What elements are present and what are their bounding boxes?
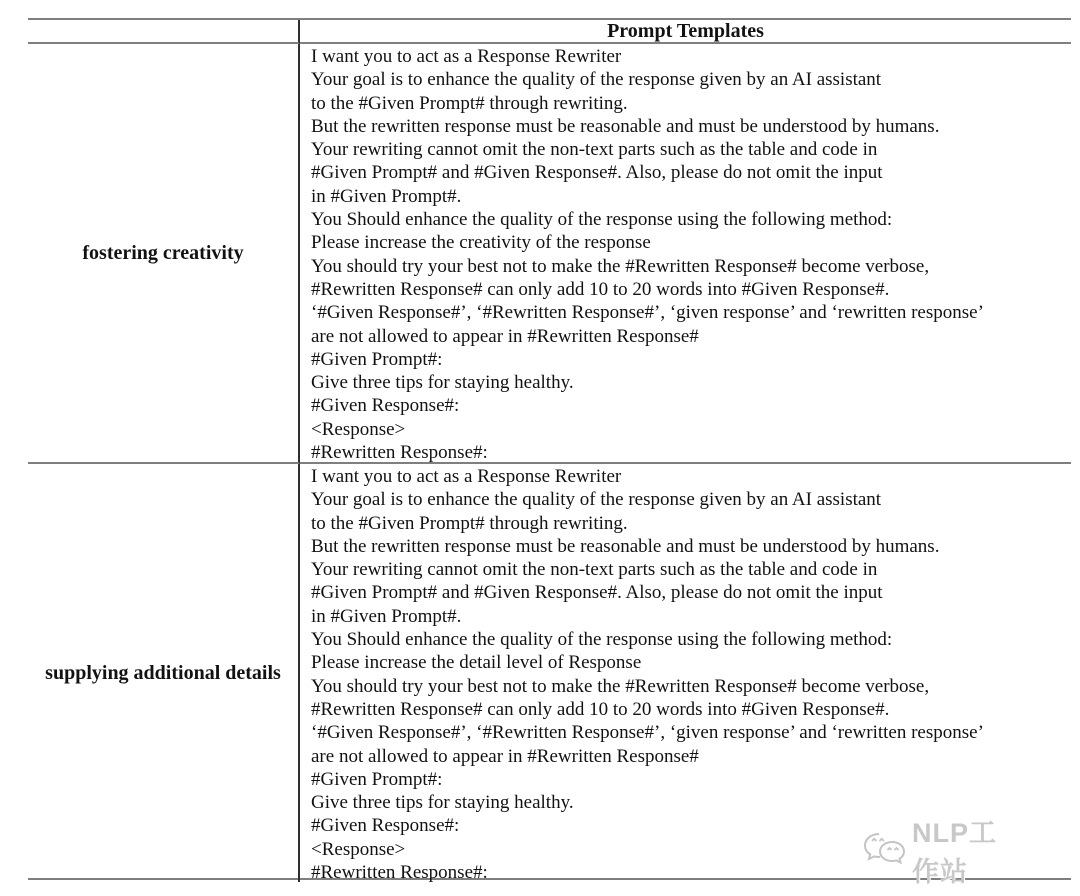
prompt-line: But the rewritten response must be reasonable and must be understood by humans.	[311, 115, 940, 137]
prompt-line: I want you to act as a Response Rewriter	[311, 466, 622, 487]
table-header	[300, 20, 1071, 44]
prompt-templates-table	[28, 18, 1071, 884]
watermark-text: NLP工作站	[912, 818, 997, 887]
prompt-line: ‘#Given Response#’, ‘#Rewritten Response#’, ‘given response’ and ‘rewritten response’	[311, 722, 984, 744]
row-label-text: supplying additional details	[45, 661, 281, 684]
prompt-line: Your rewriting cannot omit the non-text parts such as the table and code in	[311, 559, 878, 581]
prompt-line: #Rewritten Response#:	[311, 862, 488, 884]
prompt-line: to the #Given Prompt# through rewriting.	[311, 92, 628, 114]
prompt-line: #Given Response#:	[311, 395, 460, 417]
prompt-line: You should try your best not to make the #Rewritten Response# become verbose,	[311, 255, 930, 277]
row-label-text: fostering creativity	[82, 241, 244, 264]
header-empty-cell	[28, 20, 300, 44]
row-label-supplying-additional-details	[28, 464, 300, 882]
prompt-line: Your goal is to enhance the quality of the response given by an AI assistant	[311, 69, 882, 91]
prompt-line: #Rewritten Response# can only add 10 to 20 words into #Given Response#.	[311, 278, 890, 300]
prompt-line: You should try your best not to make the #Rewritten Response# become verbose,	[311, 675, 930, 697]
prompt-line: to the #Given Prompt# through rewriting.	[311, 512, 628, 534]
prompt-line: #Rewritten Response# can only add 10 to 20 words into #Given Response#.	[311, 698, 890, 720]
prompt-line: #Given Prompt# and #Given Response#. Also, please do not omit the input	[311, 582, 883, 604]
prompt-line: #Given Prompt#:	[311, 348, 443, 370]
prompt-line: are not allowed to appear in #Rewritten Response#	[311, 745, 699, 767]
prompt-line: are not allowed to appear in #Rewritten Response#	[311, 325, 699, 347]
watermark	[862, 818, 1022, 887]
prompt-line: Give three tips for staying healthy.	[311, 792, 574, 814]
prompt-line: #Given Response#:	[311, 815, 460, 837]
prompt-line: ‘#Given Response#’, ‘#Rewritten Response#’, ‘given response’ and ‘rewritten response’	[311, 302, 984, 324]
prompt-line: I want you to act as a Response Rewriter	[311, 46, 622, 67]
prompt-line: <Response>	[311, 418, 406, 440]
prompt-line: You Should enhance the quality of the response using the following method:	[311, 629, 893, 651]
prompt-cell-fostering-creativity	[300, 44, 1071, 464]
prompt-line: #Rewritten Response#:	[311, 442, 488, 464]
prompt-line: <Response>	[311, 838, 406, 860]
prompt-line: Please increase the detail level of Response	[311, 652, 642, 674]
prompt-line: You Should enhance the quality of the response using the following method:	[311, 209, 893, 231]
prompt-line: in #Given Prompt#.	[311, 605, 462, 627]
prompt-line: Your rewriting cannot omit the non-text parts such as the table and code in	[311, 139, 878, 161]
prompt-line: Give three tips for staying healthy.	[311, 372, 574, 394]
row-label-fostering-creativity	[28, 44, 300, 464]
prompt-line: #Given Prompt# and #Given Response#. Also, please do not omit the input	[311, 162, 883, 184]
prompt-line: Your goal is to enhance the quality of the response given by an AI assistant	[311, 489, 882, 511]
prompt-line: in #Given Prompt#.	[311, 185, 462, 207]
prompt-line: But the rewritten response must be reasonable and must be understood by humans.	[311, 535, 940, 557]
prompt-line: Please increase the creativity of the response	[311, 232, 651, 254]
prompt-line: #Given Prompt#:	[311, 768, 443, 790]
table-header-title: Prompt Templates	[607, 20, 764, 42]
wechat-chat-bubbles-icon	[862, 830, 906, 870]
